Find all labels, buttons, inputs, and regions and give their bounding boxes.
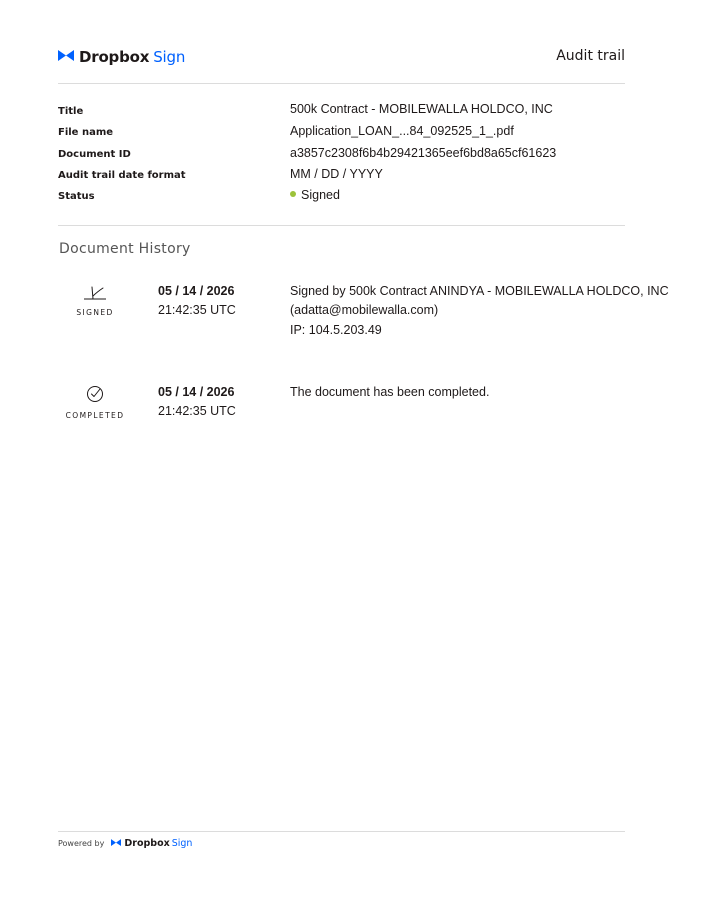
event-tag-completed: COMPLETED bbox=[65, 411, 125, 420]
event-time: 21:42:35 UTC bbox=[158, 404, 236, 418]
header-divider bbox=[58, 83, 625, 84]
detail-value-file-name: Application_LOAN_...84_092525_1_.pdf bbox=[290, 124, 514, 138]
event-date: 05 / 14 / 2026 bbox=[158, 385, 235, 399]
event-tag-signed: SIGNED bbox=[76, 308, 114, 317]
brand-name: Dropbox bbox=[79, 48, 150, 66]
detail-label-document-id: Document ID bbox=[58, 149, 131, 160]
signature-icon bbox=[83, 284, 107, 304]
document-kind-title: Audit trail bbox=[556, 48, 625, 64]
status-value: Signed bbox=[301, 188, 340, 202]
detail-value-document-id: a3857c2308f6b4b29421365eef6bd8a65cf61623 bbox=[290, 146, 557, 160]
event-ip-address: IP: 104.5.203.49 bbox=[290, 323, 382, 337]
footer-divider bbox=[58, 831, 625, 832]
detail-value-title: 500k Contract - MOBILEWALLA HOLDCO, INC bbox=[290, 102, 553, 116]
section-title-history: Document History bbox=[59, 241, 191, 257]
footer-brand-product: Sign bbox=[171, 838, 193, 849]
powered-by-label: Powered by bbox=[58, 839, 105, 848]
status-dot-icon bbox=[290, 191, 296, 197]
detail-label-file-name: File name bbox=[58, 127, 114, 138]
footer bbox=[58, 838, 192, 849]
detail-label-status: Status bbox=[58, 191, 95, 202]
detail-value-date-format: MM / DD / YYYY bbox=[290, 167, 383, 181]
dropbox-logo-icon bbox=[111, 839, 121, 848]
status-badge bbox=[290, 188, 340, 202]
detail-label-title: Title bbox=[58, 106, 84, 117]
event-description-line: Signed by 500k Contract ANINDYA - MOBILEWALLA HOLDCO, INC bbox=[290, 284, 669, 298]
footer-brand-name: Dropbox bbox=[124, 838, 170, 849]
event-description-line: The document has been completed. bbox=[290, 385, 490, 399]
brand-logo bbox=[58, 48, 185, 66]
brand-product: Sign bbox=[153, 48, 186, 66]
event-time: 21:42:35 UTC bbox=[158, 303, 236, 317]
dropbox-logo-icon bbox=[58, 50, 74, 64]
detail-label-date-format: Audit trail date format bbox=[58, 170, 186, 181]
event-date: 05 / 14 / 2026 bbox=[158, 284, 235, 298]
event-signer-email: (adatta@mobilewalla.com) bbox=[290, 303, 439, 317]
details-divider bbox=[58, 225, 625, 226]
check-circle-icon bbox=[83, 384, 107, 404]
